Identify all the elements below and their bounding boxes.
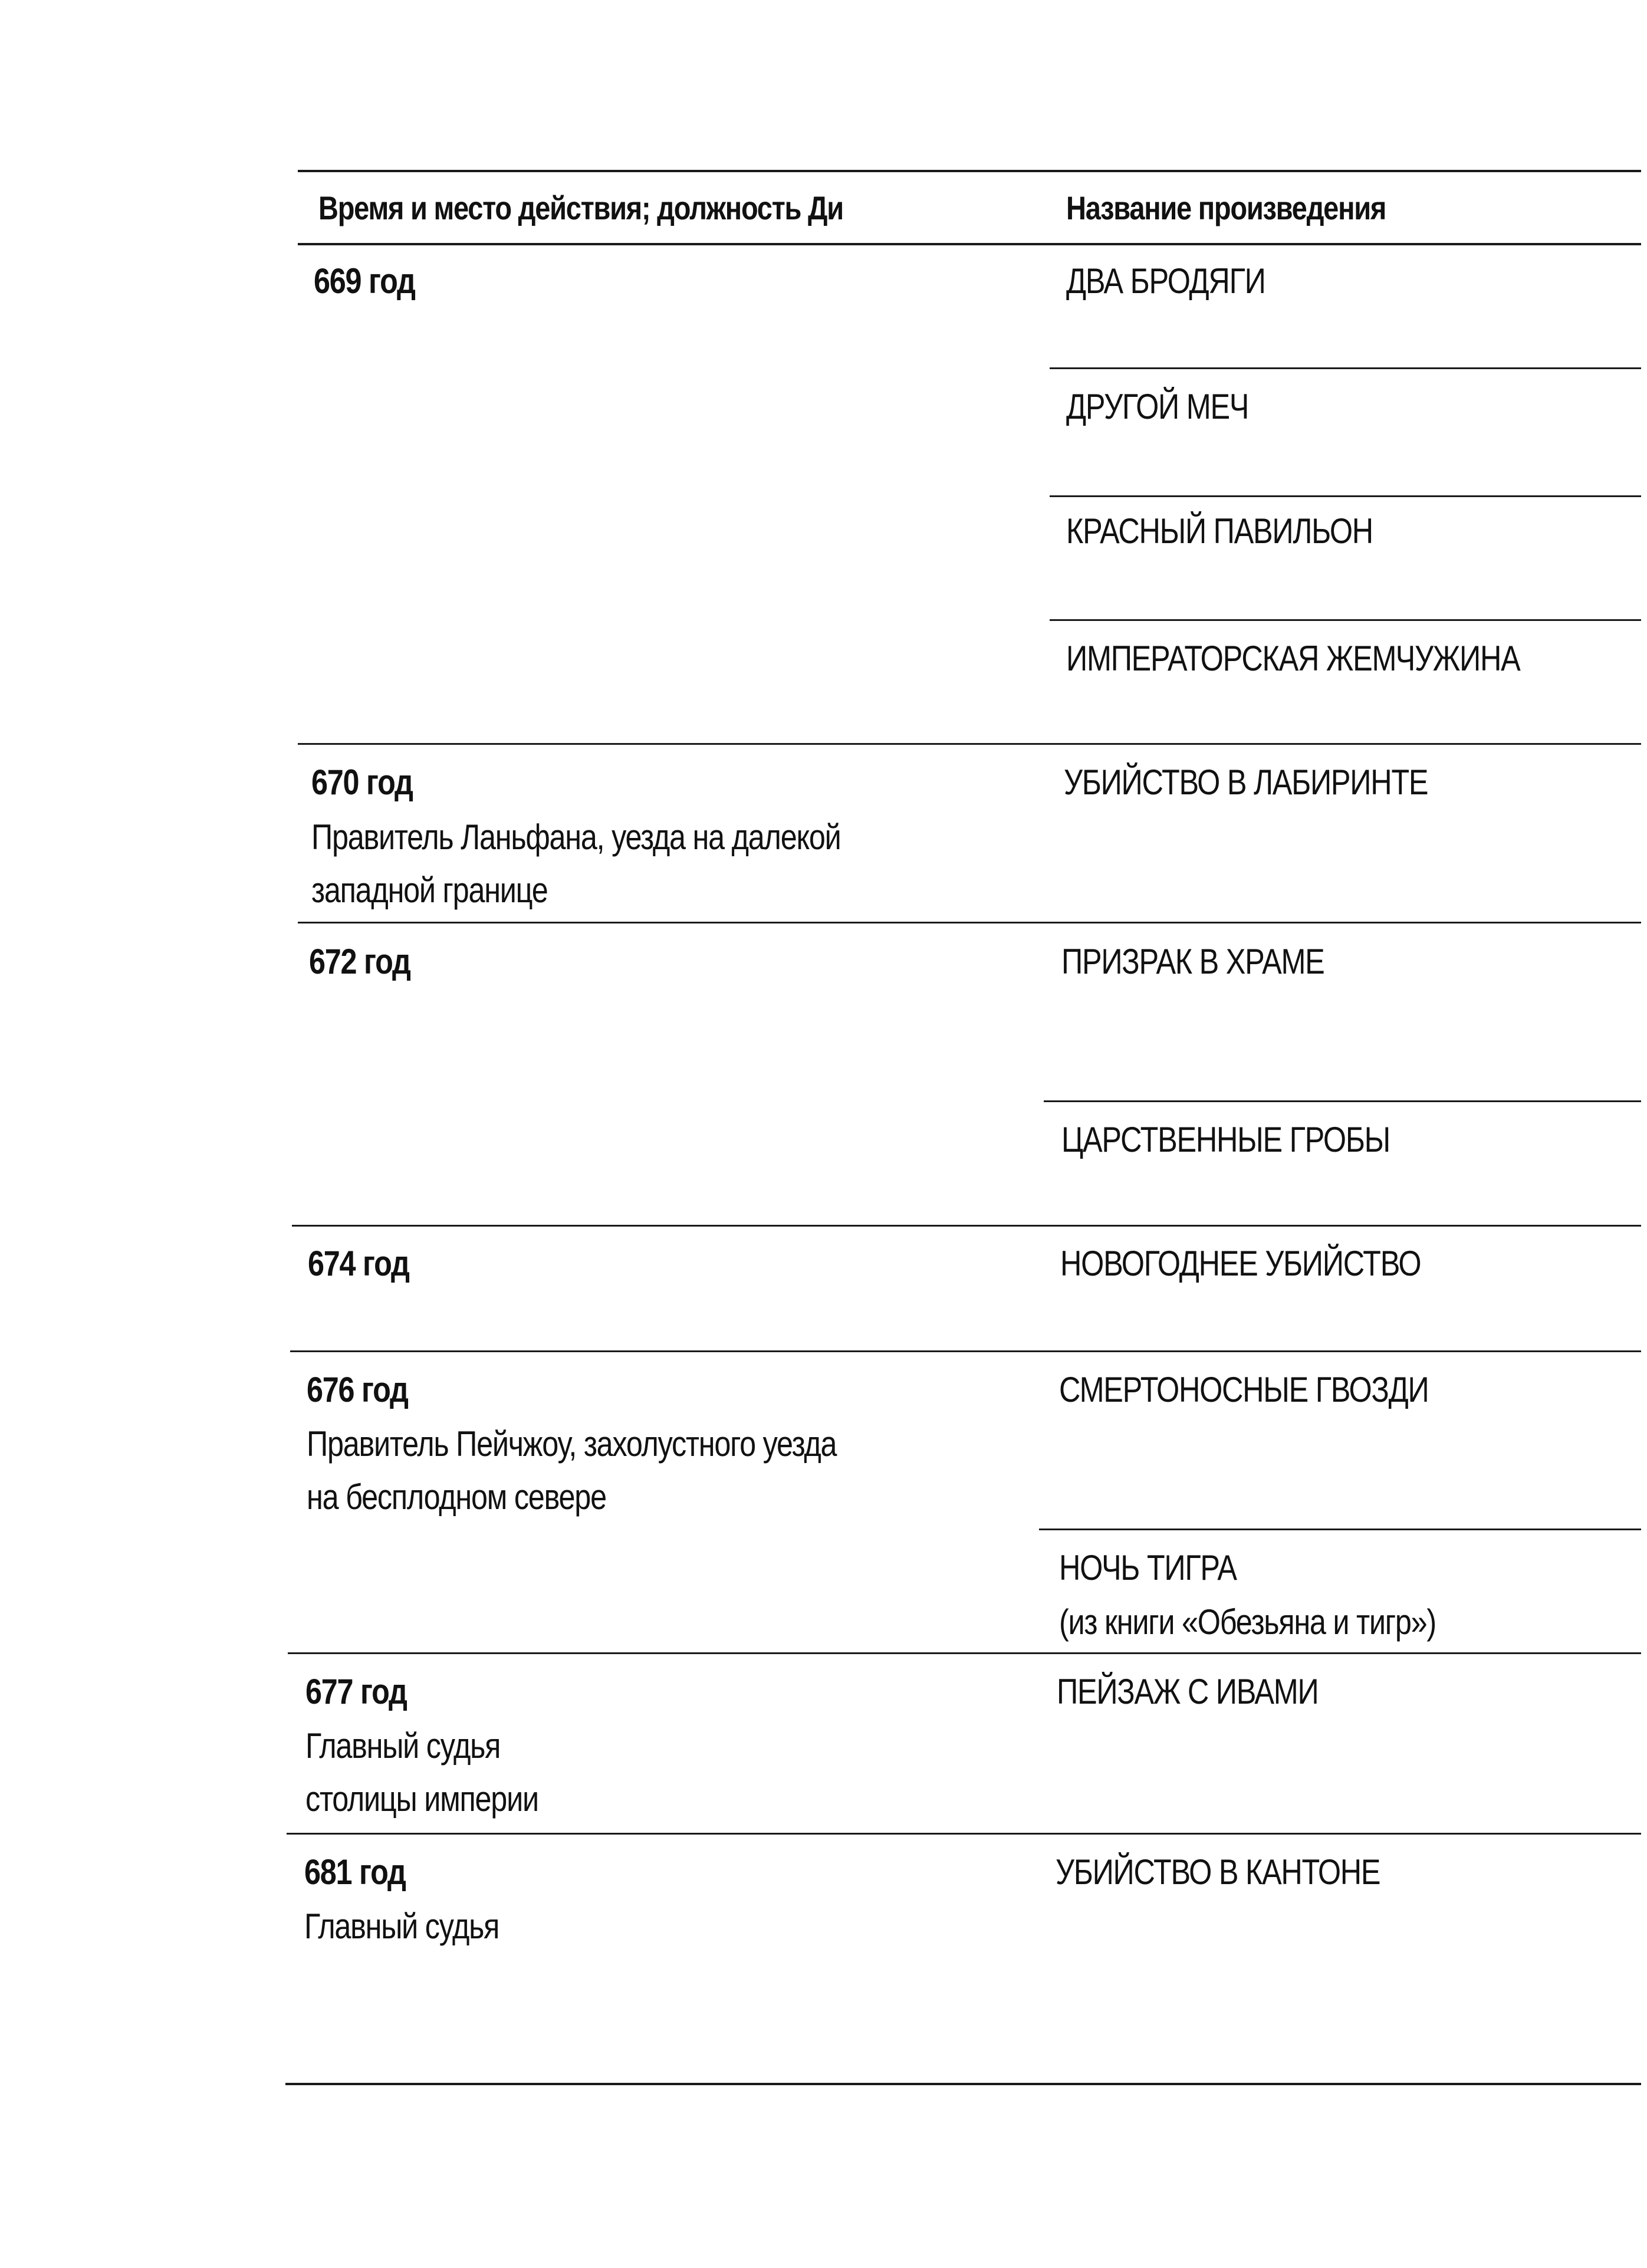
row-title: УБИЙСТВО В ЛАБИРИНТЕ bbox=[1064, 762, 1428, 802]
title-divider bbox=[1044, 1100, 1641, 1102]
row-desc-line: западной границе bbox=[311, 870, 548, 910]
row-title: УБИЙСТВО В КАНТОНЕ bbox=[1056, 1852, 1380, 1892]
title-divider bbox=[1050, 495, 1641, 497]
row-title: ПЕЙЗАЖ С ИВАМИ bbox=[1057, 1672, 1319, 1711]
row-title: НОВОГОДНЕЕ УБИЙСТВО bbox=[1060, 1244, 1421, 1283]
row-year: 672 год bbox=[309, 942, 410, 981]
row-desc-line: Правитель Пейчжоу, захолустного уезда bbox=[307, 1424, 837, 1464]
row-desc-line: Главный судья bbox=[305, 1726, 501, 1766]
row-divider bbox=[290, 1350, 1641, 1352]
row-divider bbox=[292, 1225, 1641, 1227]
row-divider bbox=[298, 743, 1641, 745]
row-title: НОЧЬ ТИГРА bbox=[1059, 1548, 1237, 1587]
row-title: ПРИЗРАК В ХРАМЕ bbox=[1061, 942, 1324, 981]
title-divider bbox=[1039, 1529, 1641, 1530]
row-year: 676 год bbox=[307, 1370, 408, 1409]
row-year: 670 год bbox=[311, 762, 413, 802]
table-bottom-rule bbox=[285, 2083, 1641, 2085]
row-year: 674 год bbox=[308, 1244, 409, 1283]
row-title: ЦАРСТВЕННЫЕ ГРОБЫ bbox=[1061, 1120, 1390, 1159]
row-desc-line: Главный судья bbox=[304, 1907, 499, 1946]
row-divider bbox=[288, 1652, 1641, 1654]
row-year: 677 год bbox=[305, 1672, 407, 1711]
row-title-note: (из книги «Обезьяна и тигр») bbox=[1059, 1602, 1436, 1642]
header-col-time-place: Время и место действия; должность Ди bbox=[318, 189, 843, 226]
row-year: 669 год bbox=[314, 261, 415, 301]
title-divider bbox=[1050, 367, 1641, 369]
row-year: 681 год bbox=[304, 1852, 406, 1892]
table-top-rule bbox=[298, 170, 1641, 172]
row-title: КРАСНЫЙ ПАВИЛЬОН bbox=[1066, 511, 1373, 551]
header-bottom-rule bbox=[298, 243, 1641, 245]
row-title: ДРУГОЙ МЕЧ bbox=[1066, 387, 1249, 426]
row-title: ДВА БРОДЯГИ bbox=[1066, 261, 1265, 301]
row-desc-line: на бесплодном севере bbox=[307, 1477, 606, 1517]
row-title: СМЕРТОНОСНЫЕ ГВОЗДИ bbox=[1059, 1370, 1429, 1409]
row-divider bbox=[287, 1833, 1641, 1835]
title-divider bbox=[1050, 619, 1641, 621]
row-desc-line: Правитель Ланьфана, уезда на далекой bbox=[311, 817, 841, 857]
row-desc-line: столицы империи bbox=[305, 1779, 538, 1819]
row-title: ИМПЕРАТОРСКАЯ ЖЕМЧУЖИНА bbox=[1066, 639, 1520, 678]
row-divider bbox=[298, 922, 1641, 923]
header-col-title: Название произведения bbox=[1066, 189, 1386, 226]
